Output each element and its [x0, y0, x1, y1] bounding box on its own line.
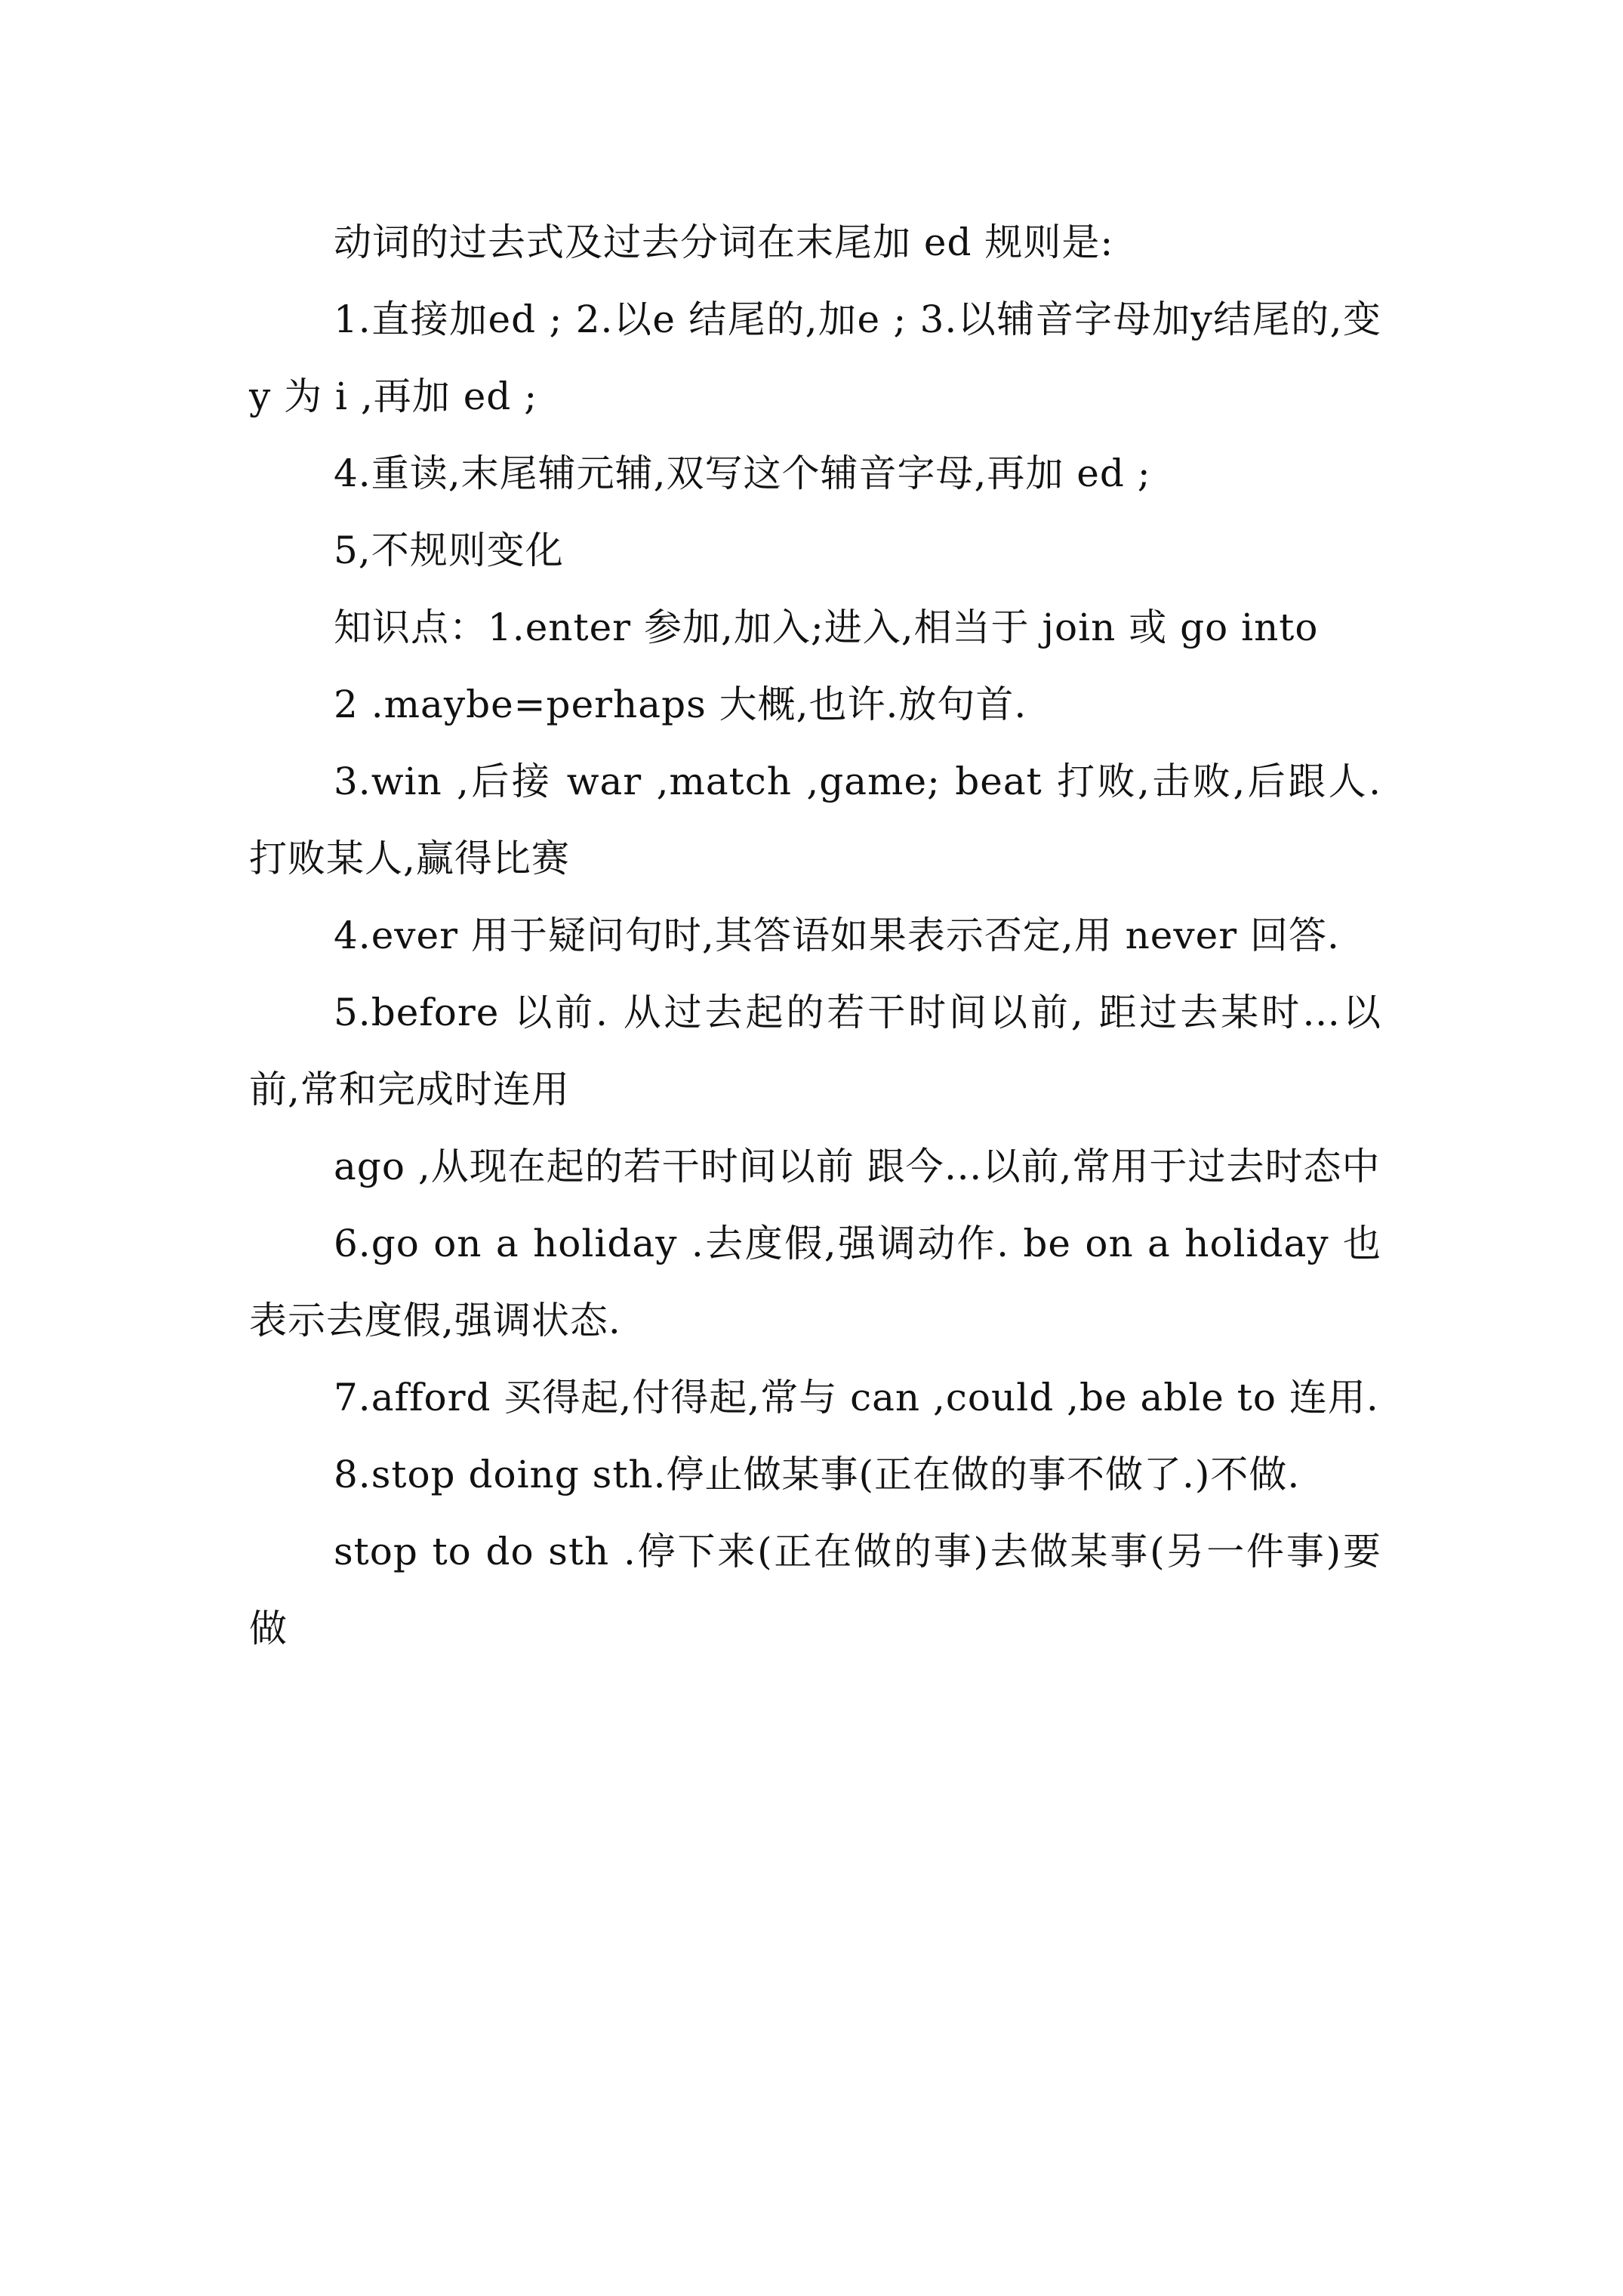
paragraph-rule-intro: 动词的过去式及过去分词在末尾加 ed 规则是:: [334, 220, 1114, 264]
paragraph-point-5: 5.before 以前. 从过去起的若干时间以前, 距过去某时…以前,常和完成时连用: [249, 991, 1381, 1111]
paragraph-point-5-ago: ago ,从现在起的若干时间以前 跟今…以前,常用于过去时态中: [334, 1145, 1381, 1188]
paragraph-rules-1-3: 1.直接加ed ; 2.以e 结尾的,加e ; 3.以辅音字母加y结尾的,变 y 为 i ,再加 ed ;: [249, 297, 1381, 418]
document-body: [249, 204, 1381, 1667]
paragraph-point-2: 2 .maybe=perhaps 大概,也许.放句首.: [334, 683, 1027, 726]
paragraph-point-7: 7.afford 买得起,付得起,常与 can ,could ,be able to 连用.: [334, 1376, 1379, 1419]
paragraph-rule-5: 5,不规则变化: [334, 529, 564, 572]
paragraph-point-4: 4.ever 用于疑问句时,其答语如果表示否定,用 never 回答.: [334, 914, 1340, 957]
paragraph-point-3: 3.win ,后接 war ,match ,game; beat 打败,击败,后跟人. 打败某人,赢得比赛: [249, 760, 1381, 880]
paragraph-point-1: 知识点：1.enter 参加,加入;进入,相当于 join 或 go into: [334, 606, 1319, 649]
paragraph-point-8-stop-to-do: stop to do sth .停下来(正在做的事)去做某事(另一件事)要做: [249, 1530, 1381, 1650]
paragraph-rule-4: 4.重读,末尾辅元辅,双写这个辅音字母,再加 ed ;: [334, 451, 1151, 495]
paragraph-point-6: 6.go on a holiday .去度假,强调动作. be on a holiday 也表示去度假,强调状态.: [249, 1222, 1381, 1342]
paragraph-point-8: 8.stop doing sth.停止做某事(正在做的事不做了.)不做.: [334, 1453, 1301, 1496]
